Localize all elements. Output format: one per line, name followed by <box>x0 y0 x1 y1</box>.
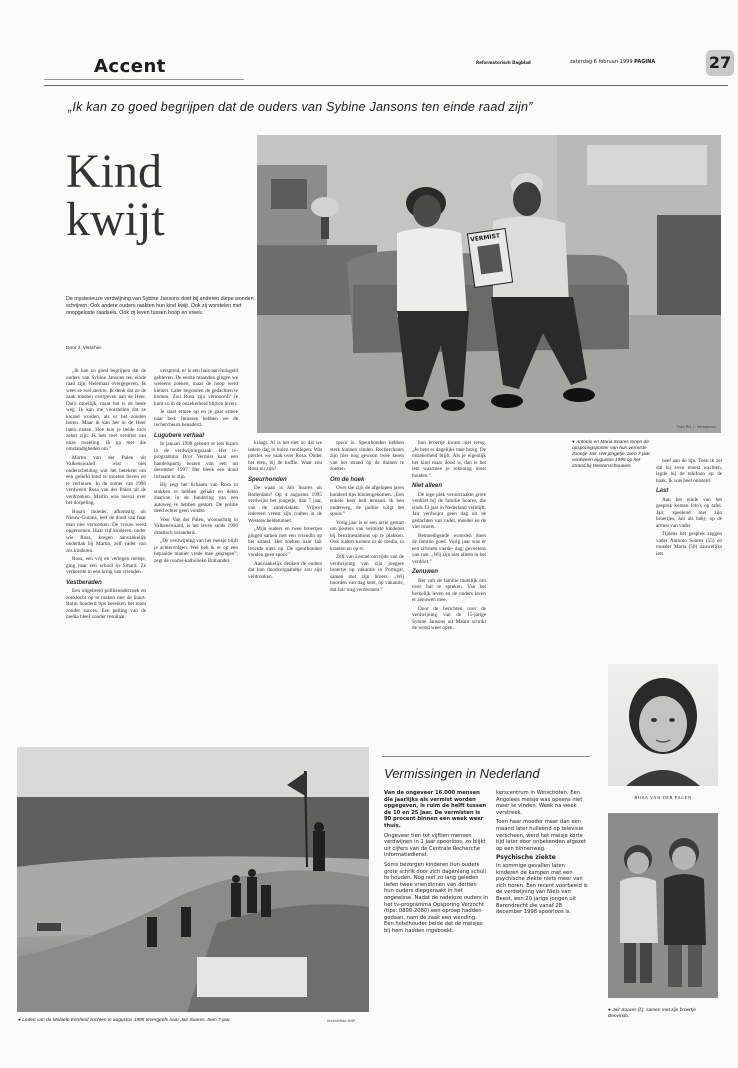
date-line <box>570 59 655 65</box>
article-column-4 <box>330 440 404 595</box>
main-photo-credit: Foto RD, J. Verhoeven <box>677 425 716 429</box>
main-photo <box>257 135 721 433</box>
paragraph: Tijdens het gesprek zeggen vader Antonio Soares (55) en moeder Maria (50) nauwelijks iets. <box>656 531 722 557</box>
paragraph: De waan is Jair Soares uit Rotterdam? Op 4 augustus 1995 verdwijnt het jongetje, dan 7 jaar, van de zandvlakten. Vrijwel iedereen vreest zijn codten in de Westerscheldetunnel. <box>248 485 322 524</box>
article-column-5 <box>412 440 486 634</box>
article-dek: De mysterieuze verdwijning van Sybine Jansons doet bij anderen diepe wonden schrijnen. Ook andere ouders raakten hun kind kwijt. Ook zij worstelen met onopgeloste raadsels. Ook zij leven tussen hoop en vrees. <box>66 296 254 317</box>
paragraph: De lege plek veroorzaakte grote verdriet bij de familie Soares, die sinds 13 jaar in Nederland verblijft. Jair verdwijnt geen dag uit de gedachten van vader, moeder en de vier broers. <box>412 491 486 530</box>
paragraph: Soms bezorgen kinderen hun ouders grote schrik door zich dagenlang schuil te houden. Nog niet zo lang geleden liefen twee vriendinnen van dertien hun ouders diepgeraakt in het ongewisse. Nadat de radeloze ouders in het tv-programma Opsporing Verzocht (tips: 0800-2080) een oproep hadden gedaan, nam de zaak een wending. Een hotelhouder belde dat de meisjes bij hem hadden ingeboekt. <box>384 861 489 934</box>
article-column-2 <box>154 368 238 566</box>
article-column-1 <box>66 368 146 623</box>
title-line-1: Kind <box>66 145 162 198</box>
box-title: Vermissingen in Nederland <box>384 766 540 781</box>
paragraph: neef aan de lijn. Toen ik zei dat hij even moest wachten, legde hij de telefoon op de haak. Ik was heel ontsteld. <box>656 458 722 484</box>
main-photo-caption <box>572 440 652 470</box>
beach-photo <box>17 747 369 1012</box>
subheading: Speurhonden <box>248 476 287 483</box>
subheading: Zenuwen <box>412 569 439 575</box>
paragraph: Je staat ermee op en je gaat ermee naar bed. Intussen hebben we de rechercheurs benaderd. <box>154 409 238 428</box>
paragraph: kraagt. Al is het niet zo dat we iedere dag in buien rondlopen. Wat precies we vaak over Rosa. Onder het eten, bij de koffie. Waar zou Rosa nu zijn? <box>248 440 322 472</box>
paragraph: Martin van der Palen uit Valkenswaard wist niet onderscheiding wat het betekent om een geliefd kind te moeten lieven en te verliezen. In de zomer van 1996 verdween Rosa van der Palen uit de verdronken. Martin was toeval over het dorpeling. <box>66 454 146 506</box>
brothers-caption <box>608 1008 718 1020</box>
paragraph: Rosa, een vrij en verlegen meisje, ging naar een school in Sittard. Ze verkeerde in een kring van vrienden. <box>66 556 146 575</box>
page-header <box>44 48 732 86</box>
page-word: PAGINA <box>634 59 656 65</box>
box-column-2 <box>496 790 588 919</box>
section-name: Accent <box>94 56 166 77</box>
beach-search-illustration <box>17 747 369 1012</box>
caption-text: Jair Soares (l.), samen met zijn broertje Benvindo. <box>608 1008 696 1019</box>
paragraph: Toen haar moeder meer dan een maand later hulleend op televisie verscheen, werd het meisje korte tijd later door onbekenden afgezet op een binnenweg. <box>496 819 587 852</box>
article-column-3 <box>248 440 322 582</box>
paragraph: „Mijn ouders en twee broertjes gingen samen met een vriendin op het strand. Het zoeken naar Jair leverde niets op. De speurhonden vonden geen spoor.” <box>248 526 322 558</box>
paragraph: Voor Van der Palen, woonachtig in Valkenswaard, is het leven sinds 1996 drastisch veranderd. <box>154 516 238 536</box>
paragraph: In sommige gevallen laten kinderen de kampen met een psychische ziekte niets meer van zich horen. Een recent voorbeeld is de verdwijning van Niels van Beest, een 20-jarige jongen uit Barendrecht die vanaf 28 december 1998 spoorloos is. <box>496 862 588 916</box>
caption-text: Leden van de Mobiele Eenheid zochten in augustus 1995 tevergeefs naar Jair Soares, toen 7 jaar. <box>22 1018 232 1023</box>
rosa-portrait-photo <box>608 664 718 786</box>
paragraph: hun broertje kwam niet terug. „Je bent er dagelijks mee bezig. De onzekerheid blijft. Als je eigenlijk het kind maar dood is, dan is het iets waarmee je rekening moet houden.” <box>412 440 486 479</box>
paper-name: Reformatorisch Dagblad <box>476 60 531 65</box>
subheading: Niet alleen <box>412 483 443 489</box>
caption-bullet: ● <box>572 440 575 445</box>
subheading: Om de hoek <box>330 476 365 483</box>
paragraph: spoor is. Speurhonden hebben sterk kunnen vinden. Rechercheurs zijn hier nog gewoon twee keren van het strand op de duinen te zoeken. <box>330 440 404 472</box>
paragraph: Aan het einde van het gesprek komen foto's op tafel. Jair, speelend met zijn broertjes. Jair als baby, op de armen van vader. <box>656 496 722 529</box>
subheading: Psychische ziekte <box>496 854 556 862</box>
article-column-6 <box>656 458 722 559</box>
box-lead: Van de ongeveer 16.000 mensen die jaarlijks als vermist worden opgegeven, is ruim de helft tussen de 10 en 25 jaar. De vermisten is 90 procent binnen een week weer thuis. <box>384 790 487 829</box>
caption-bullet: ● <box>18 1018 21 1023</box>
headline-quote: „Ik kan zo goed begrijpen dat de ouders van Sybine Jansons ten einde raad zijn” <box>68 100 533 114</box>
caption-bullet: ● <box>608 1008 611 1013</box>
paragraph: Vorig jaar is er een actie gestart om posters van vermiste kinderen bij benzinestations op te plakken. Ook ouders komen in de media, in kranten en op tv. <box>330 519 404 552</box>
paragraph: Een uitgebreid politieonderzoek en zoektocht op te maken met de buurt. Ruim honderd tips bereiken het team zonder succes. Een peiling van de media bleef zonder resultaat. <box>66 588 146 620</box>
paragraph: Aanvankelijk denken de ouders dat hun doodvergaandtje zou zijn verdronken. <box>248 560 322 580</box>
paragraph: Door de berichten over de verdwijning van de 15-jarige Sybine Jansons uit Maarn schrikt de wond weer open. <box>412 605 486 631</box>
paragraph: Zelf van Leonel om tijde van de verdwijning van zijn jongere broertje op vakantie in Portugal, samen met zijn broers. „Wij hoorden van dag later, op vakantie, dat Jair wag verdwenen.” <box>330 554 404 593</box>
beach-photo-credit: Archieffoto ANP <box>327 1019 356 1023</box>
poster-text: VERMIST <box>469 232 501 244</box>
section-rule <box>44 79 244 80</box>
beach-photo-caption <box>18 1018 318 1024</box>
caption-text: Antonio en Maria Soares tonen de opsporingsposter van hun vermiste zoontje Jair. Het jongetje, toen 7 jaar, verdween augustus 1995 op het strand bij Westenschouwen. <box>572 440 652 469</box>
box-column-1 <box>384 790 488 937</box>
paragraph: Ongeveer tien tot vijftien mensen verdwijnen in 1 jaar spoorloos, zo blijkt uit cijfers van de Centrale Recherche Informatiedienst. <box>384 832 486 859</box>
paragraph: verspreid, er is een huis-aan-huisgeld gebleven. De eerste maanden gingen we weleens zoeken, maar de hoop werd kleiner. Later begonnen de gedachten te komen. Zou Rosa zijn vermoord? Je kunt zo in de onzekerheid blijven leven. <box>154 368 238 407</box>
byline: Door J. Visscher <box>66 346 102 351</box>
paragraph: Het valt de familie moeilijk om over Jair te spreken. Van het kerkelijk leven en de ouders leven er zenuwen mee. <box>412 577 486 603</box>
article-title <box>66 145 165 246</box>
paragraph: In januari 1998 gebeurt er iets bizars in de verdwijningszaak. Het tv-programma Dror Vermist kaat een handelspartij bezien van een uit december 1997. Het bleek een dood lichaam te zijn. <box>154 441 238 480</box>
subheading: Lugubere verhaal <box>154 432 205 439</box>
couple-on-sofa-illustration <box>257 135 721 433</box>
paragraph: Hij zegt het lichaam van Rosa in stukken te hebben gehakt en delen daarvan in de fundering van een autoweg te hebben gestort. De politie deed echter geen vondst. <box>154 482 238 514</box>
paragraph: „Ik kan zo goed begrijpen dat de ouders van Sybine Jansons ten einde raad zijn. Helemaal overgegeven. Ik weet ze wel sterkte. Ik denk dat ze de zaak moeten overgeven aan de Heer. Dat's moeilijk, maar het is de beste weg. Ik kan me voorstellen dat ze kwaad worden, als er het zouden horen. Maar ik kan het in de Heer laten rusten. Hoe kun je beide toch zeker zijn: Ik heb veel verdriet van onze tweeling. Ik ga met die omstandigheden om.” <box>66 368 146 452</box>
date: zaterdag 6 februari 1999 <box>570 59 633 65</box>
box-rule <box>382 756 590 757</box>
title-line-2: kwijt <box>66 193 165 246</box>
paragraph: Rosa's moeder, afkomstig uit Nieuw-Guinea, leef de dood van haar man niet verwerken. De vrouw werd opgenomen. Haar vijf kinderen, onder wie Rosa, kregen aanvankelijk onderdak bij Martin, zelf vader van zes kinderen. <box>66 508 146 554</box>
paragraph: Over tae zijn de afgelopen jaren hunderd tips binnengekomen. „Een enkele keer belt iemand. Ik ben onderweg, de politie volgt het spoor.” <box>330 485 404 517</box>
page-number: 27 <box>706 50 734 76</box>
girl-portrait-illustration <box>608 664 718 786</box>
brothers-photo <box>608 813 718 998</box>
subheading: Vastberaden <box>66 579 102 586</box>
rosa-caption: ROSA VAN DER PALEN <box>634 795 692 800</box>
paragraph: kerscentrum in Winschoten. Een Angolees meisje was opeens niet meer te vinden. Week na week verstreek. <box>496 790 583 816</box>
paragraph: „De verdwijning van het meisje blijft je achtervolgen. Wel heb ik er op een bepaalde manier vrede mee gekregen”, zegt de rooms-katholieke Brabander. <box>154 538 238 564</box>
subheading: Last <box>656 488 669 494</box>
paragraph: Bemoedigende woorden doen de familie goed. Vorig jaar was er een zilveren vierde- dag; gevoelens van rust. „Wij zijn niet alleen in het verdriet.” <box>412 532 486 565</box>
two-boys-illustration <box>608 813 718 998</box>
